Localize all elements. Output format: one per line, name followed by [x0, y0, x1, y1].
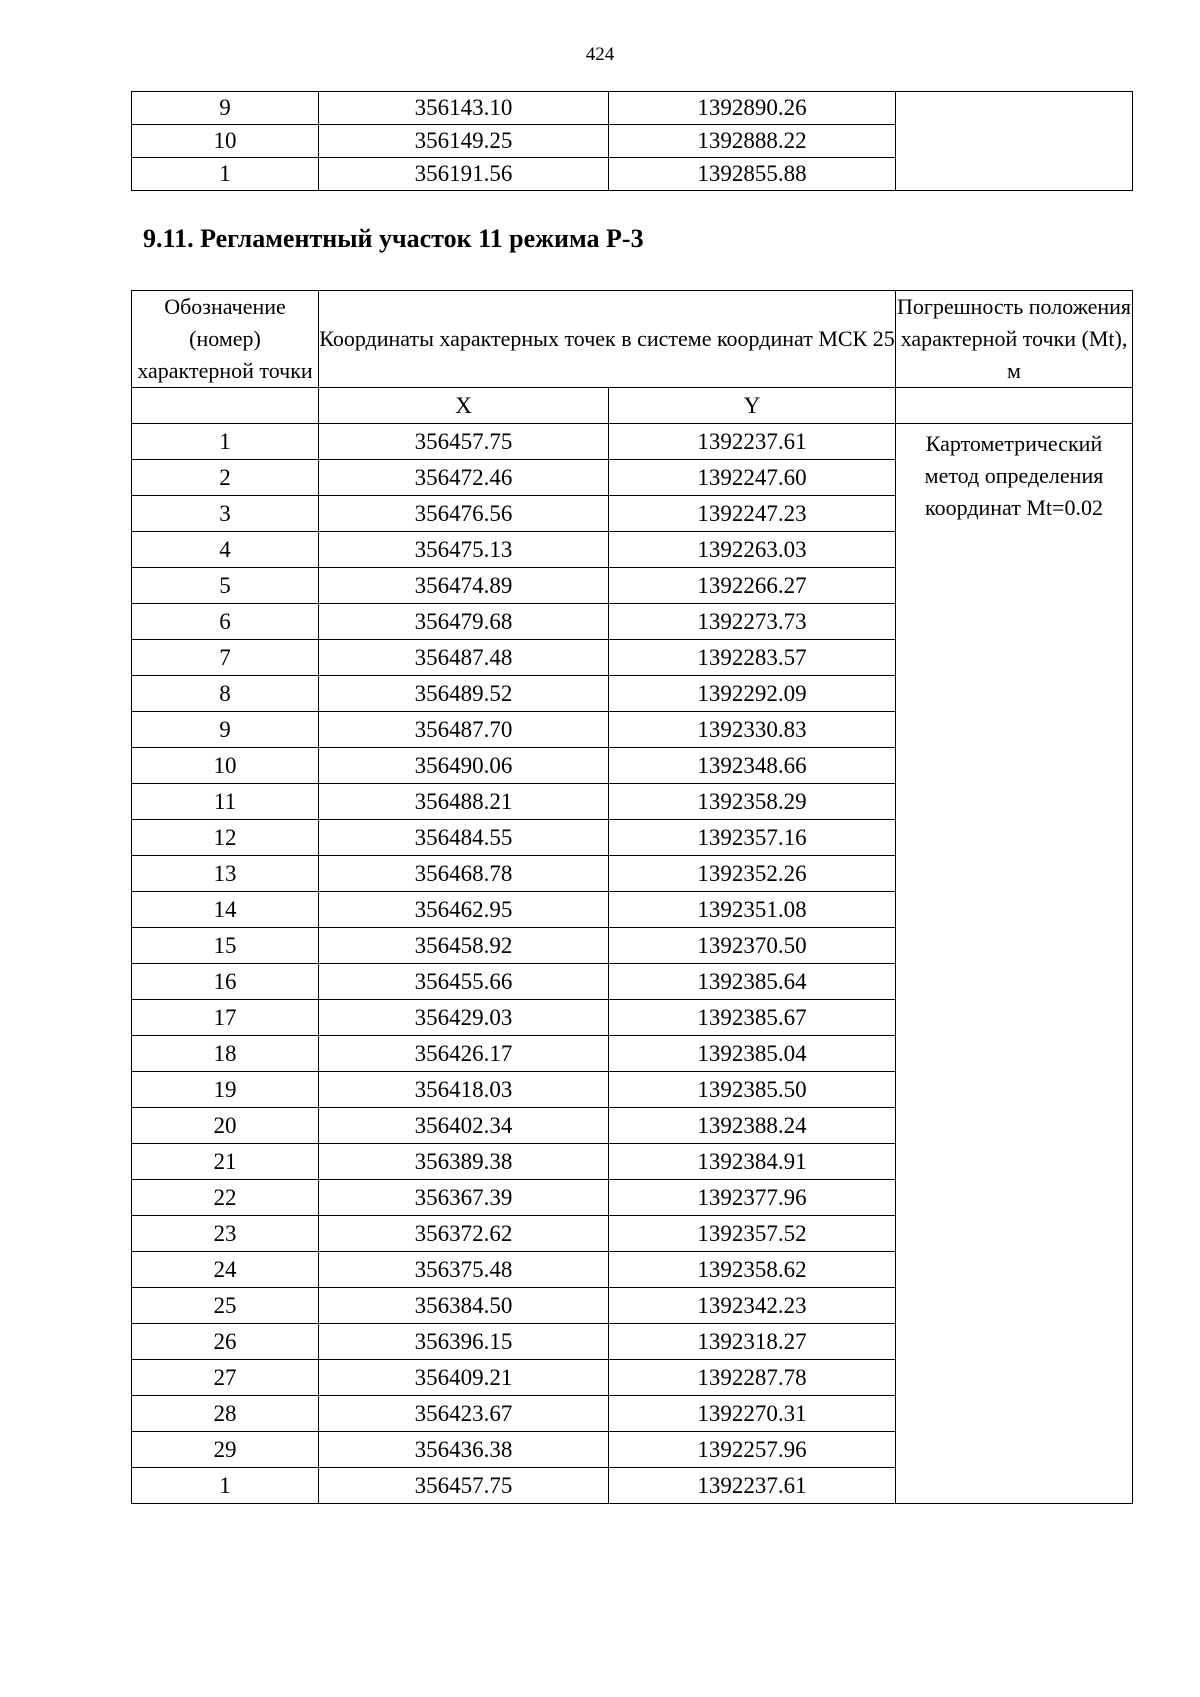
- y-coordinate-cell: 1392890.26: [609, 92, 896, 125]
- x-coordinate-cell: 356490.06: [319, 748, 609, 784]
- x-coordinate-cell: 356476.56: [319, 496, 609, 532]
- y-coordinate-cell: 1392342.23: [609, 1288, 896, 1324]
- y-coordinate-cell: 1392348.66: [609, 748, 896, 784]
- x-coordinate-cell: 356372.62: [319, 1216, 609, 1252]
- point-number-cell: 17: [132, 1000, 319, 1036]
- y-coordinate-cell: 1392247.60: [609, 460, 896, 496]
- x-coordinate-cell: 356457.75: [319, 1468, 609, 1504]
- point-number-cell: 1: [132, 424, 319, 460]
- x-coordinate-cell: 356455.66: [319, 964, 609, 1000]
- y-coordinate-cell: 1392247.23: [609, 496, 896, 532]
- x-coordinate-cell: 356409.21: [319, 1360, 609, 1396]
- table-axis-row: [132, 388, 1133, 424]
- x-coordinate-cell: 356487.70: [319, 712, 609, 748]
- point-number-cell: 1: [132, 158, 319, 191]
- page-number: 424: [585, 44, 615, 65]
- axis-empty-cell: [132, 388, 319, 424]
- y-coordinate-cell: 1392357.16: [609, 820, 896, 856]
- point-number-cell: 9: [132, 712, 319, 748]
- point-number-cell: 19: [132, 1072, 319, 1108]
- point-number-cell: 8: [132, 676, 319, 712]
- x-coordinate-cell: 356418.03: [319, 1072, 609, 1108]
- x-coordinate-cell: 356462.95: [319, 892, 609, 928]
- point-number-cell: 24: [132, 1252, 319, 1288]
- x-coordinate-cell: 356468.78: [319, 856, 609, 892]
- point-number-cell: 5: [132, 568, 319, 604]
- axis-x-label: X: [319, 388, 609, 424]
- point-number-cell: 23: [132, 1216, 319, 1252]
- y-coordinate-cell: 1392266.27: [609, 568, 896, 604]
- header-coordinates: Координаты характерных точек в системе координат МСК 25: [319, 291, 896, 388]
- point-number-cell: 18: [132, 1036, 319, 1072]
- y-coordinate-cell: 1392273.73: [609, 604, 896, 640]
- y-coordinate-cell: 1392237.61: [609, 1468, 896, 1504]
- point-number-cell: 28: [132, 1396, 319, 1432]
- coordinates-table-continued: [131, 91, 1133, 191]
- x-coordinate-cell: 356488.21: [319, 784, 609, 820]
- point-number-cell: 2: [132, 460, 319, 496]
- y-coordinate-cell: 1392270.31: [609, 1396, 896, 1432]
- x-coordinate-cell: 356475.13: [319, 532, 609, 568]
- y-coordinate-cell: 1392385.64: [609, 964, 896, 1000]
- y-coordinate-cell: 1392257.96: [609, 1432, 896, 1468]
- x-coordinate-cell: 356375.48: [319, 1252, 609, 1288]
- point-number-cell: 15: [132, 928, 319, 964]
- x-coordinate-cell: 356489.52: [319, 676, 609, 712]
- y-coordinate-cell: 1392352.26: [609, 856, 896, 892]
- x-coordinate-cell: 356474.89: [319, 568, 609, 604]
- y-coordinate-cell: 1392318.27: [609, 1324, 896, 1360]
- coordinates-table: [131, 290, 1133, 1504]
- x-coordinate-cell: 356402.34: [319, 1108, 609, 1144]
- y-coordinate-cell: 1392283.57: [609, 640, 896, 676]
- y-coordinate-cell: 1392330.83: [609, 712, 896, 748]
- point-number-cell: 29: [132, 1432, 319, 1468]
- table-row: [132, 92, 1133, 125]
- y-coordinate-cell: 1392358.29: [609, 784, 896, 820]
- x-coordinate-cell: 356143.10: [319, 92, 609, 125]
- table-header-row: [132, 291, 1133, 388]
- y-coordinate-cell: 1392358.62: [609, 1252, 896, 1288]
- point-number-cell: 10: [132, 748, 319, 784]
- y-coordinate-cell: 1392384.91: [609, 1144, 896, 1180]
- header-accuracy: Погрешность положения характерной точки (Mt), м: [896, 291, 1133, 388]
- y-coordinate-cell: 1392888.22: [609, 125, 896, 158]
- point-number-cell: 1: [132, 1468, 319, 1504]
- x-coordinate-cell: 356472.46: [319, 460, 609, 496]
- y-coordinate-cell: 1392855.88: [609, 158, 896, 191]
- point-number-cell: 4: [132, 532, 319, 568]
- y-coordinate-cell: 1392237.61: [609, 424, 896, 460]
- section-title: 9.11. Регламентный участок 11 режима Р-3: [143, 224, 644, 253]
- point-number-cell: 10: [132, 125, 319, 158]
- header-point-number: Обозначение (номер) характерной точки: [132, 291, 319, 388]
- y-coordinate-cell: 1392377.96: [609, 1180, 896, 1216]
- point-number-cell: 14: [132, 892, 319, 928]
- x-coordinate-cell: 356191.56: [319, 158, 609, 191]
- y-coordinate-cell: 1392263.03: [609, 532, 896, 568]
- point-number-cell: 13: [132, 856, 319, 892]
- y-coordinate-cell: 1392385.67: [609, 1000, 896, 1036]
- accuracy-note: Картометрический метод определения координат Mt=0.02: [896, 424, 1133, 1504]
- axis-empty-cell: [896, 388, 1133, 424]
- point-number-cell: 25: [132, 1288, 319, 1324]
- x-coordinate-cell: 356487.48: [319, 640, 609, 676]
- point-number-cell: 6: [132, 604, 319, 640]
- y-coordinate-cell: 1392351.08: [609, 892, 896, 928]
- point-number-cell: 26: [132, 1324, 319, 1360]
- x-coordinate-cell: 356484.55: [319, 820, 609, 856]
- point-number-cell: 12: [132, 820, 319, 856]
- point-number-cell: 22: [132, 1180, 319, 1216]
- accuracy-cell: [896, 92, 1133, 191]
- x-coordinate-cell: 356436.38: [319, 1432, 609, 1468]
- x-coordinate-cell: 356149.25: [319, 125, 609, 158]
- point-number-cell: 27: [132, 1360, 319, 1396]
- point-number-cell: 9: [132, 92, 319, 125]
- point-number-cell: 11: [132, 784, 319, 820]
- point-number-cell: 3: [132, 496, 319, 532]
- x-coordinate-cell: 356479.68: [319, 604, 609, 640]
- table-row: [132, 424, 1133, 460]
- x-coordinate-cell: 356367.39: [319, 1180, 609, 1216]
- point-number-cell: 16: [132, 964, 319, 1000]
- y-coordinate-cell: 1392370.50: [609, 928, 896, 964]
- y-coordinate-cell: 1392385.50: [609, 1072, 896, 1108]
- x-coordinate-cell: 356396.15: [319, 1324, 609, 1360]
- x-coordinate-cell: 356429.03: [319, 1000, 609, 1036]
- y-coordinate-cell: 1392287.78: [609, 1360, 896, 1396]
- y-coordinate-cell: 1392385.04: [609, 1036, 896, 1072]
- x-coordinate-cell: 356384.50: [319, 1288, 609, 1324]
- y-coordinate-cell: 1392388.24: [609, 1108, 896, 1144]
- y-coordinate-cell: 1392357.52: [609, 1216, 896, 1252]
- x-coordinate-cell: 356458.92: [319, 928, 609, 964]
- y-coordinate-cell: 1392292.09: [609, 676, 896, 712]
- point-number-cell: 7: [132, 640, 319, 676]
- x-coordinate-cell: 356426.17: [319, 1036, 609, 1072]
- axis-y-label: Y: [609, 388, 896, 424]
- point-number-cell: 21: [132, 1144, 319, 1180]
- x-coordinate-cell: 356389.38: [319, 1144, 609, 1180]
- x-coordinate-cell: 356457.75: [319, 424, 609, 460]
- x-coordinate-cell: 356423.67: [319, 1396, 609, 1432]
- point-number-cell: 20: [132, 1108, 319, 1144]
